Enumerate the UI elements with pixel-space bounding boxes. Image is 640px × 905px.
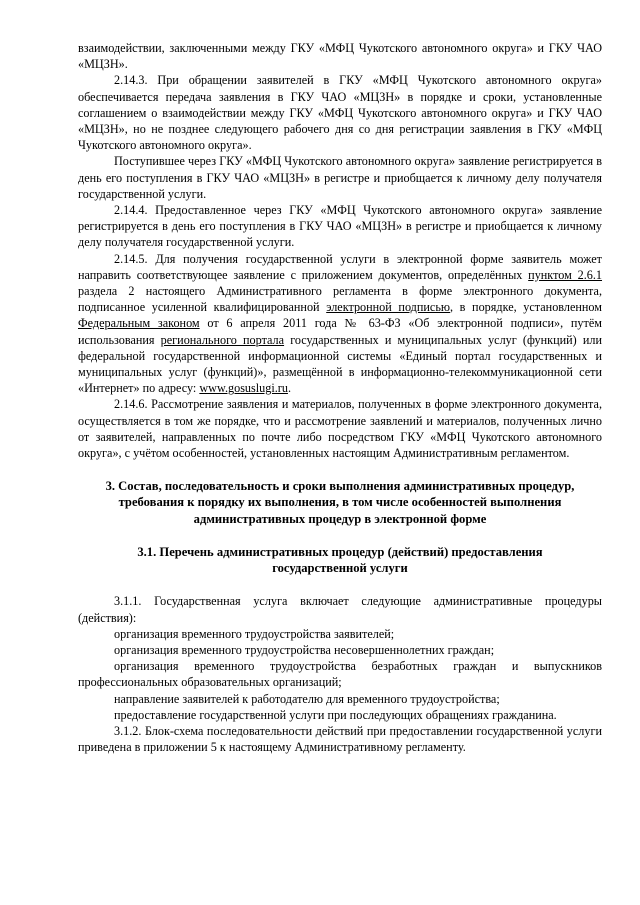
link-regional-portal[interactable]: регионального портала	[160, 332, 285, 347]
link-federal-law[interactable]: Федеральным законом	[78, 316, 200, 331]
link-item-2-6-1[interactable]: пунктом 2.6.1	[528, 267, 603, 282]
section-3-heading: 3. Состав, последовательность и сроки выполнения административных процедур, требования к порядку их выполнения, в том числе особенностей выполнения административных процедур в электронной форме	[105, 479, 575, 526]
document-body	[78, 40, 602, 755]
paragraph-2-14-5	[78, 251, 602, 397]
text-run: от 6 апреля 2011 года № 63-ФЗ «Об электронной подписи», путём использования	[78, 316, 602, 347]
paragraph-3-1-2: 3.1.2. Блок-схема последовательности действий при предоставлении государственной услуги приведена в приложении 5 к настоящему Административному регламенту.	[78, 723, 602, 755]
spacer	[78, 576, 602, 593]
section-3-1-heading: 3.1. Перечень административных процедур (действий) предоставления государственной услуги	[137, 544, 543, 576]
paragraph-3-1-1: 3.1.1. Государственная услуга включает следующие административные процедуры (действия):	[78, 594, 602, 625]
text-run: 2.14.5. Для получения государственной услуги в электронной форме заявитель может направить соответствующее заявление с приложением документов, определённых	[78, 251, 602, 282]
list-item: организация временного трудоустройства безработных граждан и выпускников профессиональных образовательных организаций;	[78, 659, 602, 690]
list-item: организация временного трудоустройства несовершеннолетних граждан;	[114, 642, 495, 657]
text-run: , в порядке, установленном	[450, 300, 602, 315]
list-item: организация временного трудоустройства заявителей;	[114, 626, 395, 641]
paragraph-2-14-6: 2.14.6. Рассмотрение заявления и материалов, полученных в форме электронного документа, осуществляется в том же порядке, что и рассмотрение заявлений и материалов, полученных лично от заявителей, направленных по почте либо посредством ГКУ «МФЦ Чукотского автономного округа», с учётом особенностей, установленных настоящим Административным регламентом.	[78, 397, 602, 461]
text-run: государственных и муниципальных услуг (функций) или федеральной государственной информационной системы «Единый портал государственных и муниципальных услуг (функций)», размещённой в информационно-телекоммуникационной сети «Интернет» по адресу:	[78, 332, 602, 396]
text-run: раздела 2 настоящего Административного регламента в форме электронного документа, подписанное усиленной квалифицированной	[78, 284, 602, 315]
paragraph-received: Поступившее через ГКУ «МФЦ Чукотского автономного округа» заявление регистрируется в день его поступления в ГКУ ЧАО «МЦЗН» в регистре и приобщается к личному делу получателя государственной услуги.	[78, 154, 602, 201]
link-electronic-signature[interactable]: электронной подписью	[326, 300, 450, 315]
paragraph-2-14-4: 2.14.4. Предоставленное через ГКУ «МФЦ Чукотского автономного округа» заявление регистрируется в день его поступления в ГКУ ЧАО «МЦЗН» в регистре и приобщается к личному делу получателя государственной услуги.	[78, 203, 602, 250]
list-item: направление заявителей к работодателю для временного трудоустройства;	[114, 691, 500, 706]
paragraph-2-14-3: 2.14.3. При обращении заявителей в ГКУ «МФЦ Чукотского автономного округа» обеспечивается передача заявления в ГКУ ЧАО «МЦЗН» в порядке и сроки, установленные соглашением о взаимодействии между ГКУ «МФЦ Чукотского автономного округа» и ГКУ ЧАО «МЦЗН», но не позднее следующего рабочего дня со дня регистрации заявления в ГКУ «МФЦ Чукотского автономного округа».	[78, 73, 602, 153]
list-item: предоставление государственной услуги при последующих обращениях гражданина.	[114, 707, 557, 722]
paragraph-intro: взаимодействии, заключенными между ГКУ «МФЦ Чукотского автономного округа» и ГКУ ЧАО «МЦЗН».	[78, 41, 602, 72]
text-run: .	[287, 381, 291, 396]
link-gosuslugi[interactable]: www.gosuslugi.ru	[199, 381, 288, 396]
